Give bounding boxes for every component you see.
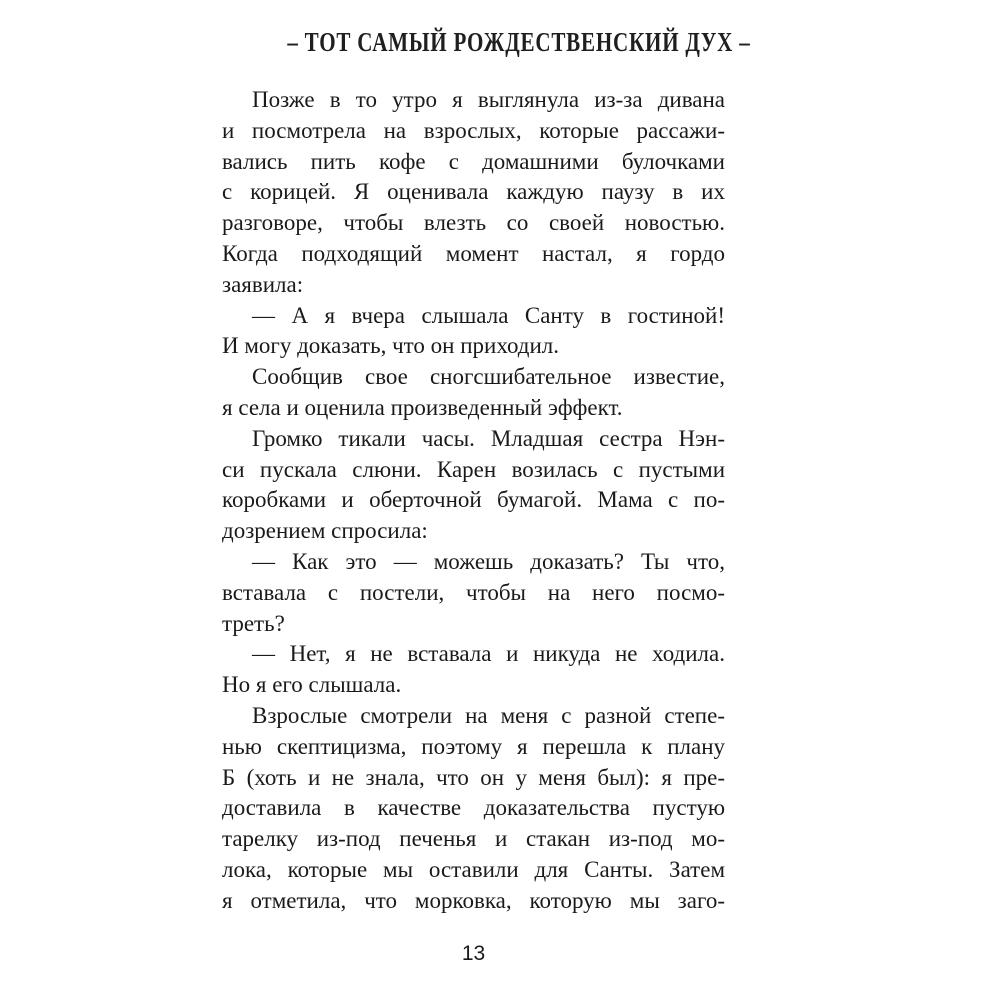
text-line: Позже в то утро я выглянула из-за дивана [252,87,725,112]
text-line: Сообщив свое сногсшибательное известие, [252,364,725,390]
paragraph [222,424,725,547]
text-line: тарелку из-под печенья и стакан из-под мо- [222,826,725,852]
page-number: 13 [461,942,486,965]
text-line: — А я вчера слышала Санту в гостиной! [252,302,725,328]
paragraph [222,701,725,917]
text-line: вставала с постели, чтобы на него посмо- [222,579,725,605]
text-line: коробками и оберточной бумагой. Мама с по- [222,487,725,513]
text-line: дозрением спросила: [222,518,428,544]
paragraph [222,362,725,424]
text-line: треть? [222,610,285,636]
text-line: Громко тикали часы. Младшая сестра Нэн- [252,425,725,451]
paragraph [222,547,725,639]
text-line: Б (хоть и не знала, что он у меня был): я пре- [222,764,725,790]
text-line: нью скептицизма, поэтому я перешла к плану [222,733,725,759]
text-line: с корицей. Я оценивала каждую паузу в их [222,179,725,205]
text-line: — Как это — можешь доказать? Ты что, [252,548,725,574]
text-line: Но я его слышала. [222,672,402,698]
text-line: лока, которые мы оставили для Санты. Затем [222,856,725,882]
text-line: разговоре, чтобы влезть со своей новостью. [222,210,725,236]
running-head-title: – ТОТ САМЫЙ РОЖДЕСТВЕНСКИЙ ДУХ – [287,27,751,57]
text-line: заявила: [222,271,304,297]
text-line: доставила в качестве доказательства пустую [222,795,725,821]
paragraph [222,639,725,701]
paragraph [222,301,725,363]
text-line: я отметила, что морковка, которую мы заго- [222,887,725,913]
text-line: си пускала слюни. Карен возилась с пустыми [222,456,725,482]
text-line: — Нет, я не вставала и никуда не ходила. [252,641,725,667]
text-line: вались пить кофе с домашними булочками [222,148,725,174]
text-line: Когда подходящий момент настал, я гордо [222,240,725,266]
paragraph [222,85,725,301]
running-head [222,27,751,58]
text-line: и посмотрела на взрослых, которые рассажи- [222,117,725,143]
body-text-block [222,85,725,917]
text-line: И могу доказать, что он приходил. [222,333,560,359]
text-line: я села и оценила произведенный эффект. [222,394,623,420]
text-line: Взрослые смотрели на меня с разной степе- [252,702,725,728]
